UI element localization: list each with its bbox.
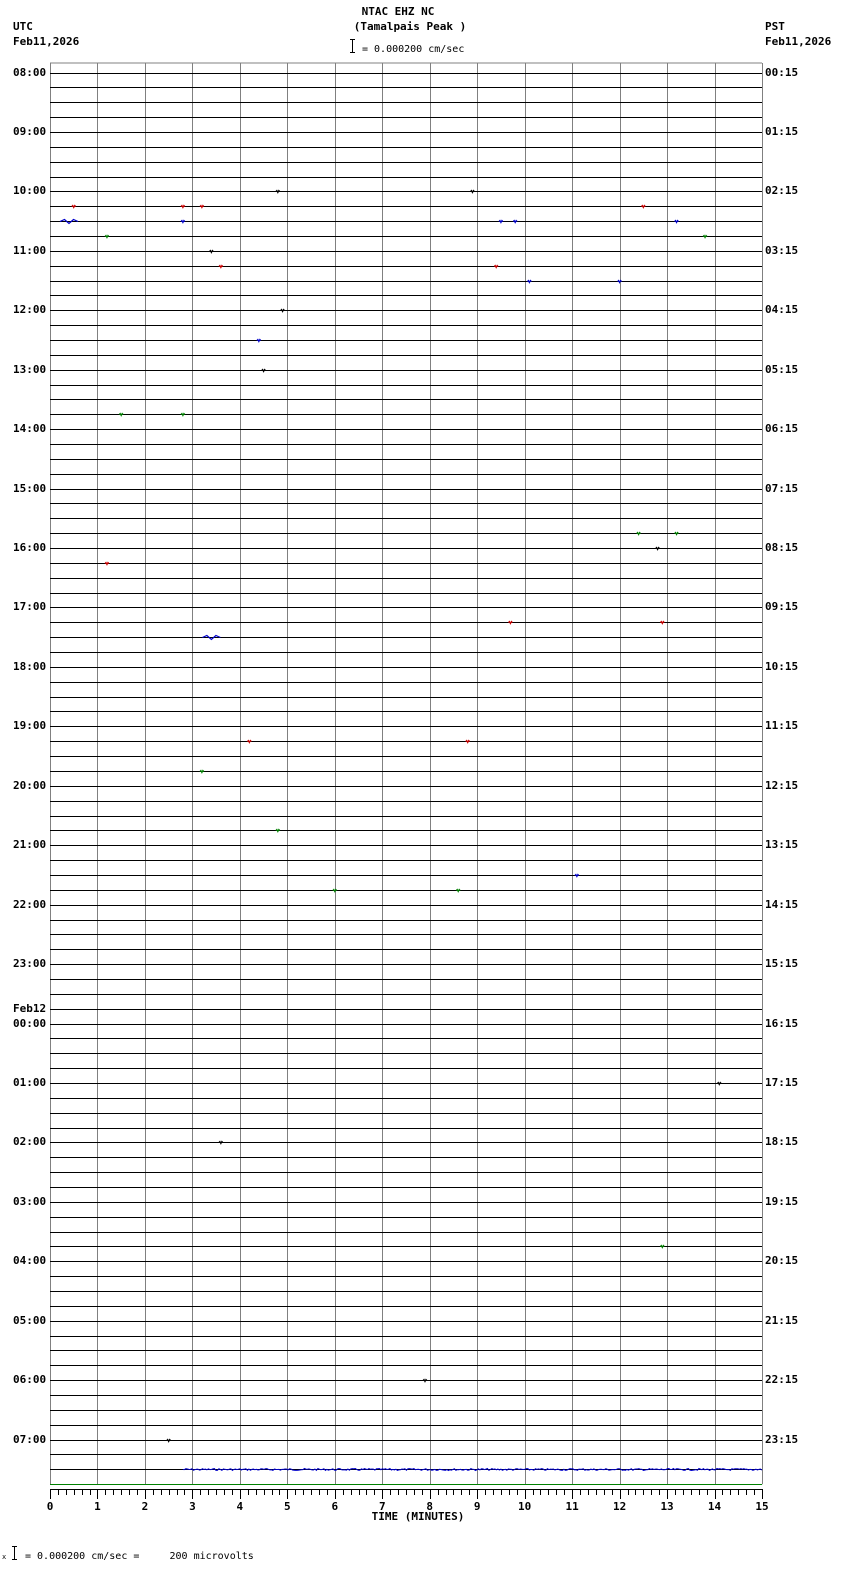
pst-hour-label: 15:15	[765, 957, 799, 970]
pst-hour-label: 17:15	[765, 1076, 799, 1089]
trace-event	[656, 548, 660, 550]
trace-event	[281, 310, 285, 312]
header-scale-text: = 0.000200 cm/sec	[362, 44, 465, 55]
x-tick-label: 12	[612, 1500, 627, 1513]
utc-hour-label: 14:00	[13, 422, 47, 435]
station-title: NTAC EHZ NC	[361, 5, 435, 18]
trace-event	[456, 890, 460, 892]
x-tick-label: 4	[236, 1500, 244, 1513]
pst-hour-label: 12:15	[765, 779, 799, 792]
trace-event	[527, 281, 531, 283]
trace-event	[494, 266, 498, 268]
trace-event	[333, 890, 337, 892]
utc-hour-label: 22:00	[13, 898, 47, 911]
pst-hour-label: 09:15	[765, 600, 799, 613]
station-location: (Tamalpais Peak )	[353, 20, 467, 33]
pst-timezone-label: PST	[765, 20, 785, 33]
x-axis-label: TIME (MINUTES)	[371, 1510, 465, 1523]
trace-lines	[50, 74, 762, 1485]
trace-event	[119, 414, 123, 416]
x-tick-label: 10	[518, 1500, 532, 1513]
pst-hour-label: 02:15	[765, 184, 799, 197]
pst-hour-label: 16:15	[765, 1017, 799, 1030]
pst-date-label: Feb11,2026	[765, 35, 832, 48]
trace-event	[675, 221, 679, 223]
utc-hour-label: 02:00	[13, 1135, 47, 1148]
pst-hour-label: 11:15	[765, 719, 799, 732]
x-tick-label: 3	[189, 1500, 196, 1513]
utc-hour-label: 16:00	[13, 541, 47, 554]
utc-hour-label: 20:00	[13, 779, 47, 792]
pst-hour-label: 00:15	[765, 66, 799, 79]
utc-hour-label: 06:00	[13, 1373, 47, 1386]
utc-hour-label: 09:00	[13, 125, 47, 138]
trace-event	[660, 622, 664, 624]
utc-hour-label: 07:00	[13, 1433, 47, 1446]
trace-event	[200, 771, 204, 773]
pst-hour-label: 10:15	[765, 660, 799, 673]
x-tick-label: 9	[473, 1500, 481, 1513]
utc-hour-label: 03:00	[13, 1195, 47, 1208]
utc-hour-label: 10:00	[13, 184, 47, 197]
trace-event	[105, 563, 109, 565]
utc-hour-label: 08:00	[13, 66, 47, 79]
utc-date-label: Feb11,2026	[13, 35, 80, 48]
trace-event	[508, 622, 512, 624]
trace-event	[181, 221, 185, 223]
utc-hour-label: 21:00	[13, 838, 47, 851]
pst-hour-label: 18:15	[765, 1135, 799, 1148]
trace-event	[423, 1380, 427, 1382]
noisy-trace-segment	[183, 1469, 762, 1471]
pst-hour-label: 07:15	[765, 482, 799, 495]
trace-event	[181, 206, 185, 208]
utc-hour-label: 00:00	[13, 1017, 47, 1030]
pst-hour-label: 06:15	[765, 422, 799, 435]
trace-event	[276, 191, 280, 193]
x-tick-label: 2	[141, 1500, 149, 1513]
utc-hour-label: 13:00	[13, 363, 47, 376]
x-tick-label: 8	[426, 1500, 434, 1513]
trace-event	[72, 206, 76, 208]
trace-event	[276, 830, 280, 832]
trace-event	[637, 533, 641, 535]
pst-hour-label: 22:15	[765, 1373, 799, 1386]
trace-event	[470, 191, 474, 193]
x-tick-label: 11	[565, 1500, 579, 1513]
utc-hour-label: 15:00	[13, 482, 47, 495]
utc-hour-label: 05:00	[13, 1314, 47, 1327]
x-tick-label: 15	[755, 1500, 769, 1513]
trace-event	[219, 266, 223, 268]
footer-scale-text: = 0.000200 cm/sec = 200 microvolts	[25, 1551, 254, 1562]
x-tick-label: 7	[378, 1500, 386, 1513]
trace-event	[181, 414, 185, 416]
trace-event	[167, 1440, 171, 1442]
pst-hour-label: 23:15	[765, 1433, 799, 1446]
trace-event	[675, 533, 679, 535]
trace-event	[209, 251, 213, 253]
trace-event	[466, 741, 470, 743]
utc-hour-label: 19:00	[13, 719, 47, 732]
utc-hour-label: 18:00	[13, 660, 47, 673]
trace-event	[660, 1246, 664, 1248]
trace-event	[703, 236, 707, 238]
utc-hour-label: 12:00	[13, 303, 47, 316]
x-tick-label: 13	[660, 1500, 674, 1513]
x-tick-label: 0	[46, 1500, 54, 1513]
trace-event	[641, 206, 645, 208]
pst-hour-label: 04:15	[765, 303, 799, 316]
trace-event	[499, 221, 503, 223]
date-change-label: Feb12	[13, 1002, 47, 1015]
x-tick-label: 5	[284, 1500, 291, 1513]
pst-hour-label: 19:15	[765, 1195, 799, 1208]
utc-hour-label: 17:00	[13, 600, 47, 613]
pst-hour-label: 01:15	[765, 125, 799, 138]
utc-hour-label: 11:00	[13, 244, 47, 257]
utc-hour-label: 04:00	[13, 1254, 47, 1267]
trace-event	[717, 1083, 721, 1085]
x-tick-label: 14	[707, 1500, 722, 1513]
pst-hour-label: 05:15	[765, 363, 799, 376]
trace-event	[257, 340, 261, 342]
pst-hour-label: 20:15	[765, 1254, 799, 1267]
x-tick-label: 6	[331, 1500, 339, 1513]
minute-grid	[50, 63, 763, 1484]
footer-scale-marker: x	[2, 1553, 7, 1561]
x-tick-label: 1	[94, 1500, 101, 1513]
trace-event	[219, 1142, 223, 1144]
footer-scale-bar	[14, 1546, 15, 1560]
pst-hour-label: 08:15	[765, 541, 799, 554]
trace-event	[262, 370, 266, 372]
pst-hour-label: 13:15	[765, 838, 799, 851]
pst-hour-label: 03:15	[765, 244, 799, 257]
utc-hour-label: 23:00	[13, 957, 47, 970]
pst-hour-label: 14:15	[765, 898, 799, 911]
trace-event	[247, 741, 251, 743]
pst-hour-label: 21:15	[765, 1314, 799, 1327]
utc-hour-label: 01:00	[13, 1076, 47, 1089]
trace-event	[105, 236, 109, 238]
trace-event	[513, 221, 517, 223]
trace-event	[575, 875, 579, 877]
utc-timezone-label: UTC	[13, 20, 33, 33]
trace-event	[200, 206, 204, 208]
